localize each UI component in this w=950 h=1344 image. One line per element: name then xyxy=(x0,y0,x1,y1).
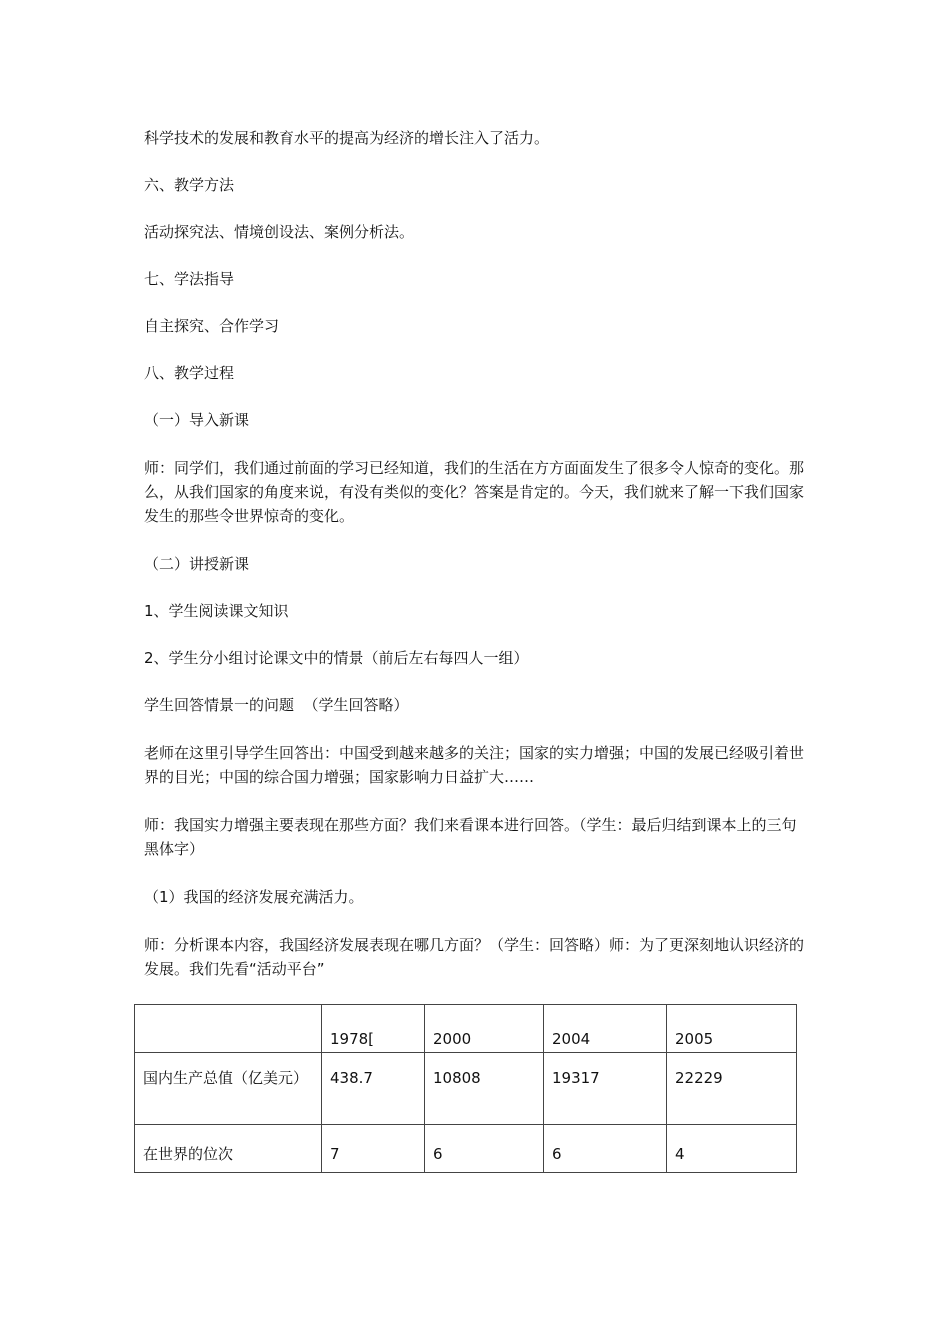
paragraph: 科学技术的发展和教育水平的提高为经济的增长注入了活力。 xyxy=(144,129,550,147)
subsection-heading: （一）导入新课 xyxy=(144,411,250,429)
table-row xyxy=(135,1125,797,1173)
paragraph: 活动探究法、情境创设法、案例分析法。 xyxy=(144,223,415,241)
table-cell: 在世界的位次 xyxy=(135,1125,322,1173)
table-cell: 2004 xyxy=(544,1005,667,1053)
section-heading: 七、学法指导 xyxy=(144,270,235,288)
table-cell: 2005 xyxy=(667,1005,797,1053)
paragraph: 老师在这里引导学生回答出：中国受到越来越多的关注；国家的实力增强；中国的发展已经吸引着世界的目光；中国的综合国力增强；国家影响力日益扩大…… xyxy=(144,744,805,786)
paragraph: 学生回答情景一的问题 （学生回答略） xyxy=(144,696,409,714)
table-cell: 1978[ xyxy=(322,1005,425,1053)
gdp-table xyxy=(134,1004,797,1173)
section-heading: 八、教学过程 xyxy=(144,364,235,382)
table-cell xyxy=(135,1005,322,1053)
table-cell: 10808 xyxy=(425,1053,544,1125)
table-cell: 4 xyxy=(667,1125,797,1173)
paragraph: 师：分析课本内容，我国经济发展表现在哪几方面？（学生：回答略）师：为了更深刻地认识经济的发展。我们先看“活动平台” xyxy=(144,936,805,978)
paragraph: 自主探究、合作学习 xyxy=(144,317,280,335)
paragraph: （1）我国的经济发展充满活力。 xyxy=(144,888,364,906)
table-cell: 7 xyxy=(322,1125,425,1173)
table-cell: 19317 xyxy=(544,1053,667,1125)
table-cell: 2000 xyxy=(425,1005,544,1053)
paragraph: 2、学生分小组讨论课文中的情景（前后左右每四人一组） xyxy=(144,649,529,667)
table-cell: 6 xyxy=(425,1125,544,1173)
section-heading: 六、教学方法 xyxy=(144,176,235,194)
paragraph: 师：我国实力增强主要表现在那些方面？我们来看课本进行回答。（学生：最后归结到课本上的三句黑体字） xyxy=(144,816,797,858)
table-cell: 22229 xyxy=(667,1053,797,1125)
table-header-row xyxy=(135,1005,797,1053)
table-cell: 国内生产总值（亿美元） xyxy=(135,1053,322,1125)
paragraph: 师：同学们，我们通过前面的学习已经知道，我们的生活在方方面面发生了很多令人惊奇的变化。那么，从我们国家的角度来说，有没有类似的变化？答案是肯定的。今天，我们就来了解一下我们国家发生的那些令世界惊奇的变化。 xyxy=(144,459,805,525)
table-cell: 6 xyxy=(544,1125,667,1173)
table-cell: 438.7 xyxy=(322,1053,425,1125)
paragraph: 1、学生阅读课文知识 xyxy=(144,602,289,620)
table-row xyxy=(135,1053,797,1125)
subsection-heading: （二）讲授新课 xyxy=(144,555,250,573)
